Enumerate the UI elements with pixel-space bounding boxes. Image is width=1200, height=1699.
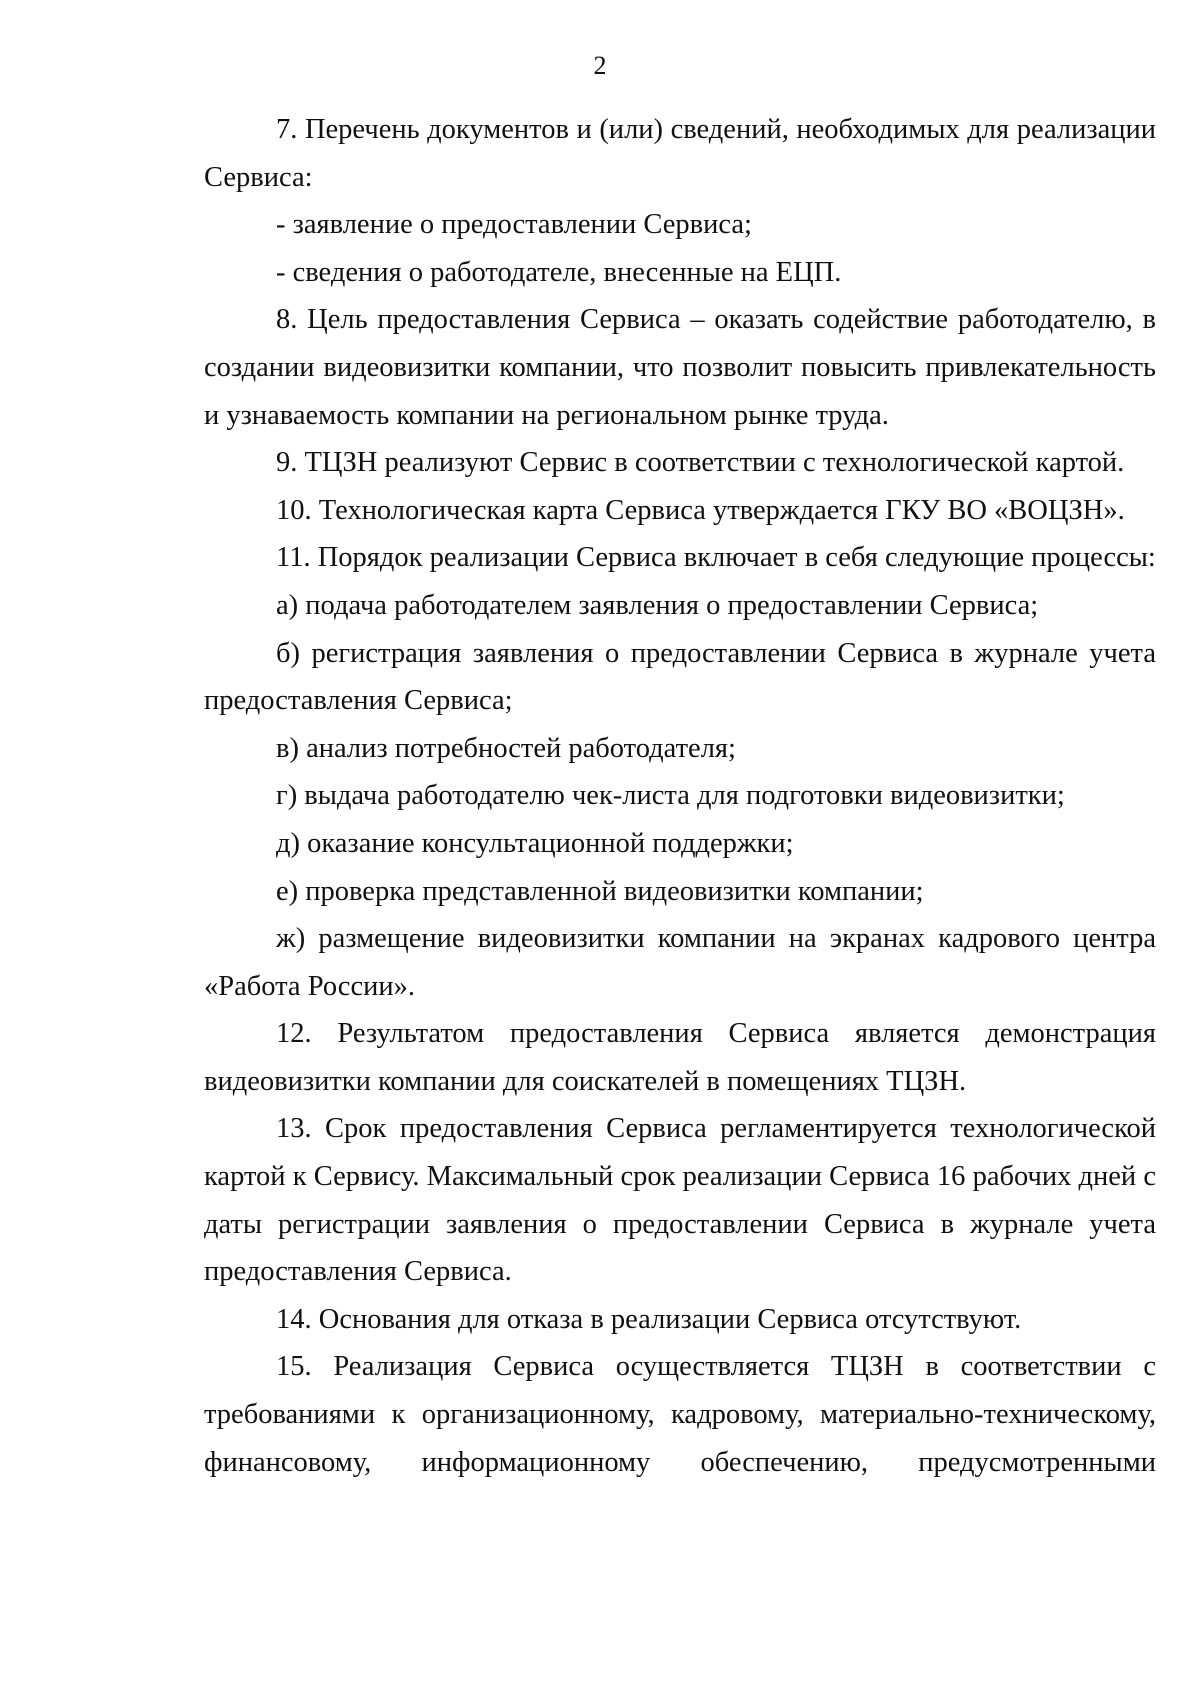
paragraph-7: 7. Перечень документов и (или) сведений, необходимых для реализации Сервиса: [204, 114, 1156, 193]
paragraph-13: 13. Срок предоставления Сервиса регламентируется технологической картой к Сервису. Максимальный срок реализации Сервиса 16 рабочих дней с даты регистрации заявления о предоставлении Сервиса в журнале учета предоставления Сервиса. [204, 1113, 1156, 1288]
paragraph-14: 14. Основания для отказа в реализации Сервиса отсутствуют. [276, 1303, 1022, 1335]
list-item-application: - заявление о предоставлении Сервиса; [276, 209, 752, 241]
document-body [204, 106, 1156, 1486]
paragraph-9: 9. ТЦЗН реализуют Сервис в соответствии с технологической картой. [276, 447, 1125, 479]
list-item-zh: ж) размещение видеовизитки компании на экранах кадрового центра «Работа России». [204, 923, 1156, 1002]
list-item-a: а) подача работодателем заявления о предоставлении Сервиса; [276, 589, 1039, 621]
paragraph-12: 12. Результатом предоставления Сервиса является демонстрация видеовизитки компании для соискателей в помещениях ТЦЗН. [204, 1018, 1156, 1097]
list-item-e: е) проверка представленной видеовизитки компании; [276, 875, 924, 907]
list-item-d: д) оказание консультационной поддержки; [276, 827, 794, 859]
paragraph-8: 8. Цель предоставления Сервиса – оказать содействие работодателю, в создании видеовизитки компании, что позволит повысить привлекательность и узнаваемость компании на региональном рынке труда. [204, 304, 1156, 431]
paragraph-15: 15. Реализация Сервиса осуществляется ТЦЗН в соответствии с требованиями к организационному, кадровому, материально-техническому, финансовому, информационному обеспечению, предусмотренными [204, 1351, 1156, 1478]
list-item-employer-info: - сведения о работодателе, внесенные на ЕЦП. [276, 256, 842, 288]
list-item-g: г) выдача работодателю чек-листа для подготовки видеовизитки; [276, 780, 1065, 812]
list-item-v: в) анализ потребностей работодателя; [276, 732, 736, 764]
paragraph-10: 10. Технологическая карта Сервиса утверждается ГКУ ВО «ВОЦЗН». [276, 494, 1125, 526]
page-number: 2 [593, 51, 607, 80]
list-item-b: б) регистрация заявления о предоставлении Сервиса в журнале учета предоставления Сервиса; [204, 637, 1156, 717]
paragraph-11: 11. Порядок реализации Сервиса включает в себя следующие процессы: [276, 542, 1156, 574]
